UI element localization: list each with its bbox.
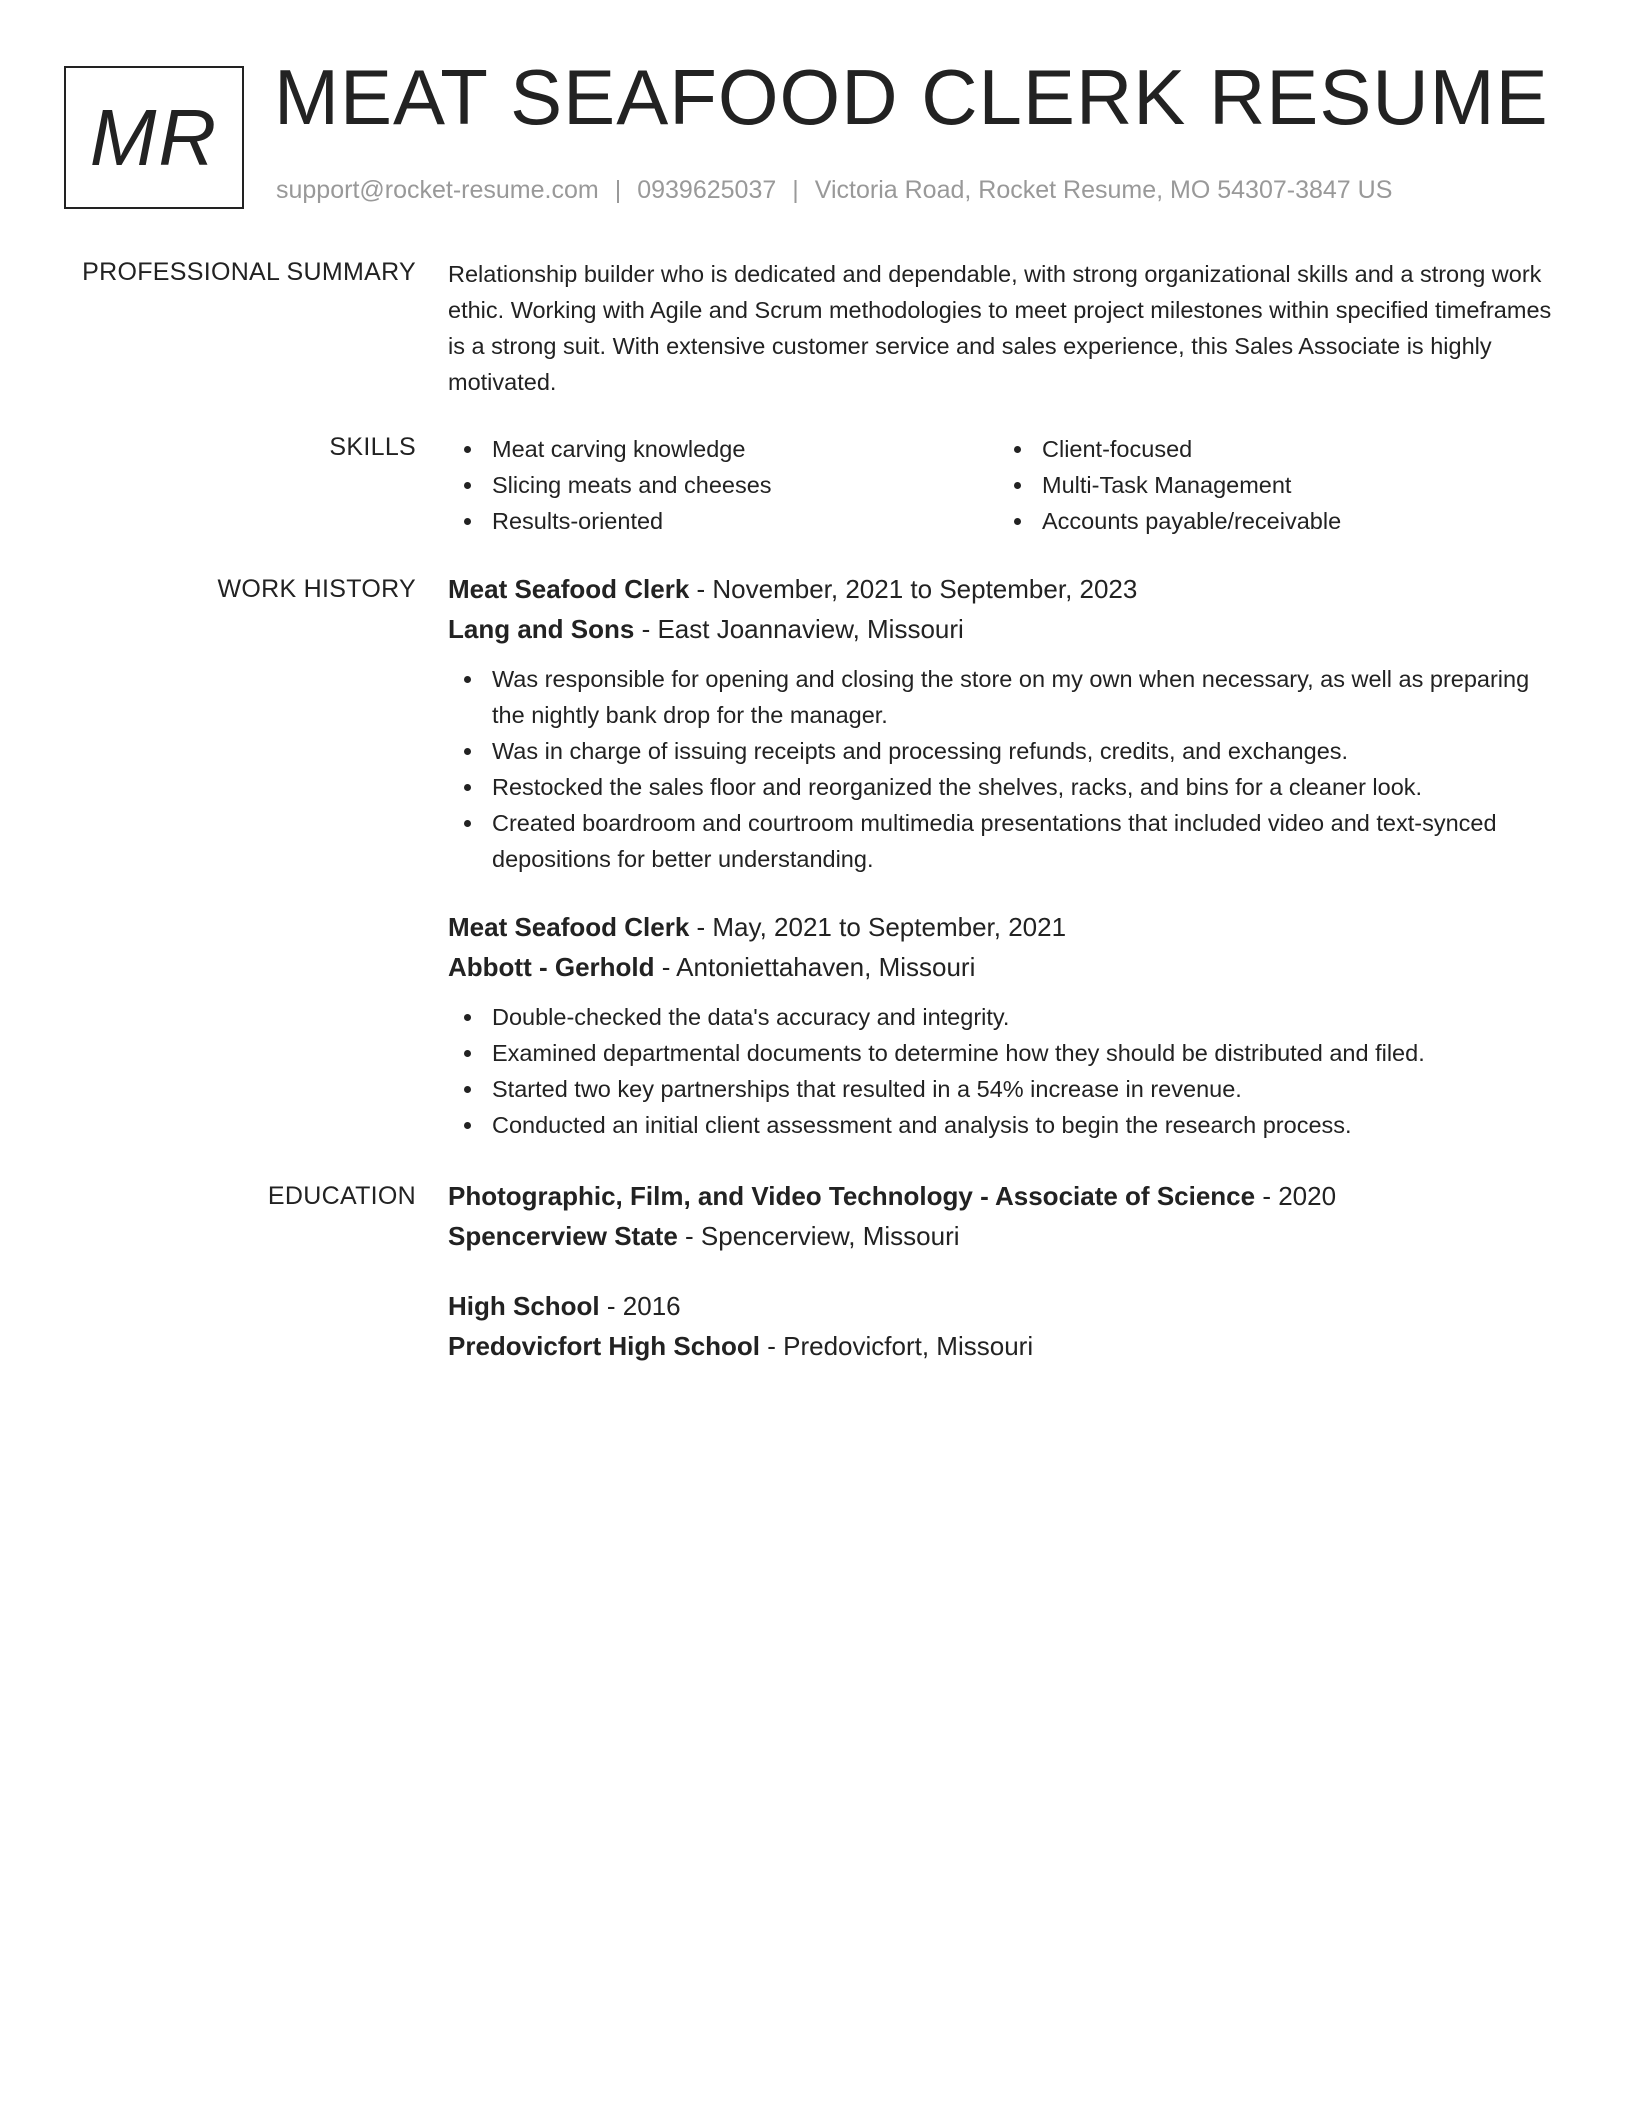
education-location: - Predovicfort, Missouri	[760, 1331, 1034, 1361]
job-company-line	[448, 947, 1568, 987]
work-history-body	[448, 569, 1568, 1173]
education-year: - 2016	[599, 1291, 681, 1321]
job-title-line	[448, 907, 1568, 947]
summary-body	[448, 256, 1568, 400]
contact-email: support@rocket-resume.com	[276, 176, 599, 204]
education-degree: Photographic, Film, and Video Technology - Associate of Science	[448, 1181, 1256, 1211]
summary-text: Relationship builder who is dedicated and dependable, with strong organizational skills and a strong work ethic. Working with Agile and Scrum methodologies to meet project milestones within specified timeframes is a strong suit. With extensive customer service and sales experience, this Sales Associate is highly motivated.	[448, 261, 1552, 395]
job-dates: - May, 2021 to September, 2021	[689, 912, 1067, 942]
monogram-box	[64, 66, 244, 209]
work-history-heading: WORK HISTORY	[217, 575, 416, 603]
job-title: Meat Seafood Clerk	[448, 574, 690, 604]
education-entry	[448, 1286, 1568, 1366]
education-school-line	[448, 1216, 1568, 1256]
job-company: Abbott - Gerhold	[448, 952, 655, 982]
contact-address: Victoria Road, Rocket Resume, MO 54307-3847 US	[814, 176, 1393, 204]
skill-item: Slicing meats and cheeses	[448, 467, 998, 503]
skill-item: Results-oriented	[448, 503, 998, 539]
job-duties	[448, 661, 1568, 877]
education-degree: High School	[448, 1291, 600, 1321]
job-location: - Antoniettahaven, Missouri	[654, 952, 976, 982]
job-entry	[448, 907, 1568, 1143]
education-entry	[448, 1176, 1568, 1256]
job-dates: - November, 2021 to September, 2023	[689, 574, 1138, 604]
education-location: - Spencerview, Missouri	[677, 1221, 960, 1251]
job-duty: Conducted an initial client assessment and analysis to begin the research process.	[448, 1107, 1568, 1143]
job-duty: Was responsible for opening and closing the store on my own when necessary, as well as preparing the nightly bank drop for the manager.	[448, 661, 1568, 733]
education-school-line	[448, 1326, 1568, 1366]
contact-separator: |	[614, 176, 622, 204]
skill-item: Accounts payable/receivable	[998, 503, 1548, 539]
skills-list-left	[448, 431, 998, 539]
skill-item: Multi-Task Management	[998, 467, 1548, 503]
education-heading: EDUCATION	[267, 1182, 416, 1210]
skills-heading: SKILLS	[329, 433, 416, 461]
job-entry	[448, 569, 1568, 877]
job-duty: Double-checked the data's accuracy and integrity.	[448, 999, 1568, 1035]
monogram-initials: MR	[89, 92, 219, 182]
job-title-line	[448, 569, 1568, 609]
job-duty: Restocked the sales floor and reorganized the shelves, racks, and bins for a cleaner look.	[448, 769, 1568, 805]
contact-separator: |	[792, 176, 799, 204]
job-duty: Examined departmental documents to determine how they should be distributed and filed.	[448, 1035, 1568, 1071]
job-duties	[448, 999, 1568, 1143]
skills-grid	[448, 431, 1568, 539]
education-degree-line	[448, 1286, 1568, 1326]
education-body	[448, 1176, 1568, 1396]
job-location: - East Joannaview, Missouri	[634, 614, 964, 644]
summary-heading: PROFESSIONAL SUMMARY	[82, 258, 416, 286]
education-degree-line	[448, 1176, 1568, 1216]
skill-item: Meat carving knowledge	[448, 431, 998, 467]
job-duty: Created boardroom and courtroom multimedia presentations that included video and text-synced depositions for better understanding.	[448, 805, 1568, 877]
job-company-line	[448, 609, 1568, 649]
job-company: Lang and Sons	[448, 614, 635, 644]
resume-title: MEAT SEAFOOD CLERK RESUME	[274, 53, 1549, 141]
contact-phone: 0939625037	[637, 176, 777, 204]
skills-body	[448, 431, 1568, 539]
education-school: Predovicfort High School	[448, 1331, 761, 1361]
education-year: - 2020	[1255, 1181, 1337, 1211]
job-title: Meat Seafood Clerk	[448, 912, 690, 942]
education-school: Spencerview State	[448, 1221, 678, 1251]
skills-list-right	[998, 431, 1548, 539]
contact-line	[276, 176, 1392, 205]
job-duty: Was in charge of issuing receipts and processing refunds, credits, and exchanges.	[448, 733, 1568, 769]
job-duty: Started two key partnerships that resulted in a 54% increase in revenue.	[448, 1071, 1568, 1107]
skill-item: Client-focused	[998, 431, 1548, 467]
